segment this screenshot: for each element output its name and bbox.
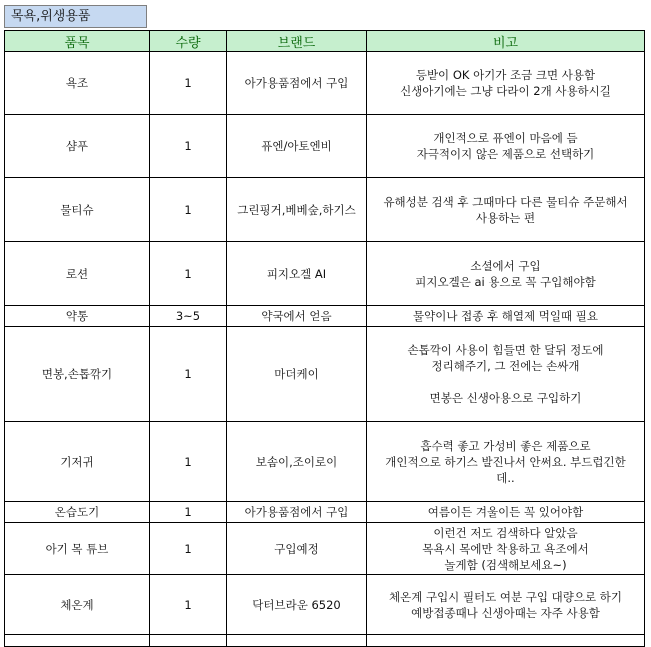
cell-qty: 1	[150, 327, 227, 422]
cell-item: 면봉,손톱깎기	[5, 327, 150, 422]
table-row	[5, 635, 645, 647]
table-row	[5, 115, 645, 178]
cell-note: 물약이나 접종 후 해열제 먹일때 필요	[367, 306, 645, 327]
table-row	[5, 327, 645, 422]
cell-qty: 1	[150, 178, 227, 242]
header-row	[5, 31, 645, 52]
cell-brand: 피지오겔 AI	[227, 242, 367, 306]
table-row	[5, 242, 645, 306]
cell-qty: 1	[150, 242, 227, 306]
table-row	[5, 523, 645, 575]
cell-note: 체온계 구입시 필터도 여분 구입 대량으로 하기 예방접종때나 신생아때는 자주 사용함	[367, 575, 645, 635]
empty-cell	[367, 635, 645, 647]
cell-brand: 마더케이	[227, 327, 367, 422]
cell-item: 욕조	[5, 52, 150, 115]
header-qty: 수량	[150, 31, 227, 52]
cell-note: 손톱깍이 사용이 힘들면 한 달뒤 정도에 정리해주기, 그 전에는 손싸개 면봉은 신생아용으로 구입하기	[367, 327, 645, 422]
cell-note: 여름이든 겨울이든 꼭 있어야함	[367, 502, 645, 523]
cell-brand: 보솜이,조이로이	[227, 422, 367, 502]
cell-item: 로션	[5, 242, 150, 306]
cell-brand: 닥터브라운 6520	[227, 575, 367, 635]
header-brand: 브랜드	[227, 31, 367, 52]
empty-cell	[227, 635, 367, 647]
table-row	[5, 178, 645, 242]
header-item: 품목	[5, 31, 150, 52]
cell-brand: 구입예정	[227, 523, 367, 575]
cell-qty: 1	[150, 523, 227, 575]
cell-brand: 아가용품점에서 구입	[227, 52, 367, 115]
cell-item: 체온계	[5, 575, 150, 635]
cell-note: 개인적으로 퓨엔이 마음에 듬 자극적이지 않은 제품으로 선택하기	[367, 115, 645, 178]
header-note: 비고	[367, 31, 645, 52]
cell-note: 소셜에서 구입 피지오겔은 ai 용으로 꼭 구입해야함	[367, 242, 645, 306]
cell-item: 물티슈	[5, 178, 150, 242]
table-row	[5, 575, 645, 635]
cell-note: 이런건 저도 검색하다 알았음 목욕시 목에만 착용하고 욕조에서 놀게함 (검색해보세요~)	[367, 523, 645, 575]
empty-cell	[150, 635, 227, 647]
cell-brand: 아가용품점에서 구입	[227, 502, 367, 523]
cell-qty: 1	[150, 502, 227, 523]
cell-qty: 1	[150, 575, 227, 635]
cell-item: 온습도기	[5, 502, 150, 523]
cell-item: 약통	[5, 306, 150, 327]
cell-qty: 1	[150, 52, 227, 115]
cell-item: 샴푸	[5, 115, 150, 178]
cell-qty: 1	[150, 422, 227, 502]
cell-brand: 퓨엔/아토엔비	[227, 115, 367, 178]
sheet-title: 목욕,위생용품	[4, 5, 147, 28]
table-row	[5, 502, 645, 523]
table-row	[5, 422, 645, 502]
cell-note: 흡수력 좋고 가성비 좋은 제품으로 개인적으로 하기스 발진나서 안써요. 부드럽긴한 데..	[367, 422, 645, 502]
cell-qty: 3~5	[150, 306, 227, 327]
supplies-table	[4, 30, 645, 647]
cell-item: 기저귀	[5, 422, 150, 502]
cell-brand: 약국에서 얻음	[227, 306, 367, 327]
cell-note: 유해성분 검색 후 그때마다 다른 물티슈 주문해서 사용하는 편	[367, 178, 645, 242]
cell-item: 아기 목 튜브	[5, 523, 150, 575]
table-row	[5, 52, 645, 115]
cell-brand: 그린핑거,베베숲,하기스	[227, 178, 367, 242]
cell-qty: 1	[150, 115, 227, 178]
cell-note: 등받이 OK 아기가 조금 크면 사용함 신생아기에는 그냥 다라이 2개 사용하시길	[367, 52, 645, 115]
table-row	[5, 306, 645, 327]
empty-cell	[5, 635, 150, 647]
